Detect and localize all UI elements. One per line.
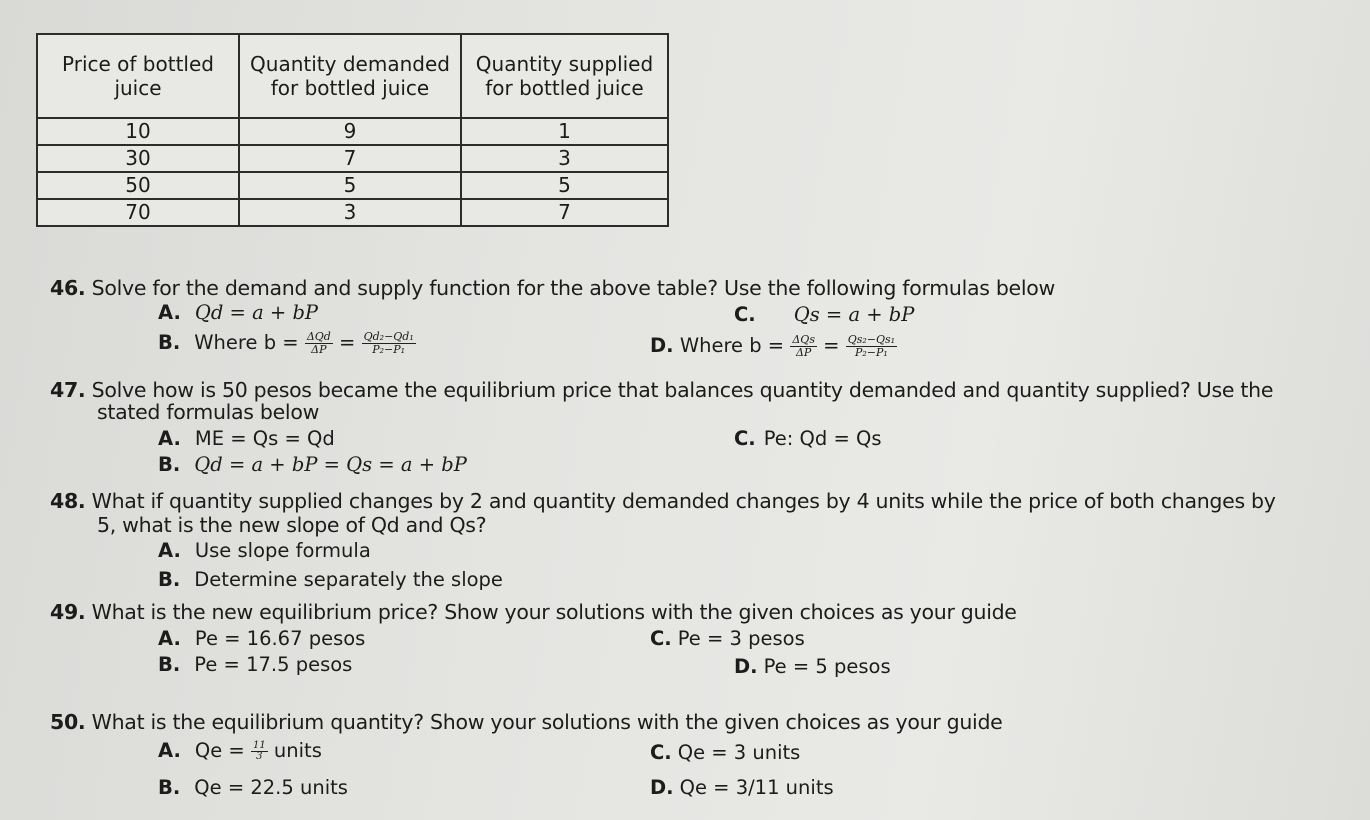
fraction: $\frac{\text{ΔQd}}{\Delta P}$ bbox=[306, 330, 331, 356]
option-text: Qd = a + bP = Qs = a + bP bbox=[194, 453, 467, 476]
cell-demanded: 5 bbox=[239, 172, 461, 199]
fraction: $\frac{\text{Qd₂−Qd₁}}{\text{P₂−P₁}}$ bbox=[363, 330, 414, 356]
q48-option-b bbox=[158, 568, 503, 591]
question-text: 5, what is the new slope of Qd and Qs? bbox=[97, 513, 487, 537]
option-letter: B. bbox=[158, 776, 181, 799]
option-letter: A. bbox=[158, 301, 181, 324]
table-header-row bbox=[37, 34, 668, 118]
q50-option-b bbox=[158, 776, 348, 799]
option-text: ME = Qs = Qd bbox=[194, 427, 335, 450]
cell-supplied: 3 bbox=[461, 145, 668, 172]
q48-option-a bbox=[158, 539, 371, 562]
q50-option-d bbox=[650, 776, 834, 799]
cell-supplied: 5 bbox=[461, 172, 668, 199]
option-prefix: Qe = bbox=[194, 739, 245, 762]
q47-option-c bbox=[734, 427, 882, 450]
option-text: Qd = a + bP bbox=[194, 301, 319, 324]
question-number: 46. bbox=[50, 276, 86, 300]
option-letter: A. bbox=[158, 539, 181, 562]
q46-option-d: D. Where b = $\frac{\text{ΔQs}}{\Delta P}$ = $\frac{\text{Qs₂−Qs₁}}{\text{P₂−P₁}}$ bbox=[650, 333, 896, 359]
fraction: $\frac{\text{Qs₂−Qs₁}}{\text{P₂−P₁}}$ bbox=[847, 333, 896, 359]
option-letter: C. bbox=[650, 627, 672, 650]
cell-demanded: 3 bbox=[239, 199, 461, 226]
cell-price: 30 bbox=[37, 145, 239, 172]
option-letter: D. bbox=[734, 655, 758, 678]
option-text: Pe = 16.67 pesos bbox=[194, 627, 366, 650]
cell-price: 70 bbox=[37, 199, 239, 226]
question-text: Solve for the demand and supply function for the above table? Use the following formulas below bbox=[91, 276, 1055, 300]
question-48-line2 bbox=[97, 513, 486, 537]
option-letter: A. bbox=[158, 427, 181, 450]
option-letter: B. bbox=[158, 653, 181, 676]
cell-supplied: 1 bbox=[461, 118, 668, 145]
question-text: Solve how is 50 pesos became the equilibrium price that balances quantity demanded and quantity supplied? Use the bbox=[91, 378, 1274, 402]
fraction: $\frac{11}{3}$ bbox=[252, 740, 266, 762]
option-text: Qs = a + bP bbox=[793, 303, 915, 326]
q46-option-c bbox=[734, 303, 914, 326]
price-quantity-table bbox=[36, 33, 669, 227]
option-letter: C. bbox=[734, 427, 756, 450]
fraction: $\frac{\text{ΔQs}}{\Delta P}$ bbox=[792, 333, 815, 359]
question-47-line2 bbox=[97, 400, 319, 424]
question-50 bbox=[50, 710, 1002, 734]
option-letter: D. bbox=[650, 334, 674, 357]
option-text: Qe = 3/11 units bbox=[679, 776, 834, 799]
table-row bbox=[37, 118, 668, 145]
table-row bbox=[37, 172, 668, 199]
q49-option-c bbox=[650, 627, 805, 650]
option-text: Determine separately the slope bbox=[194, 568, 503, 591]
question-number: 49. bbox=[50, 600, 86, 624]
option-letter: B. bbox=[158, 568, 181, 591]
option-text: Pe = 3 pesos bbox=[677, 627, 805, 650]
header-quantity-supplied: Quantity supplied for bottled juice bbox=[461, 34, 668, 118]
q49-option-a bbox=[158, 627, 365, 650]
question-46 bbox=[50, 276, 1055, 300]
table-row bbox=[37, 199, 668, 226]
header-quantity-demanded: Quantity demanded for bottled juice bbox=[239, 34, 461, 118]
q46-option-b: B. Where b = $\frac{\text{ΔQd}}{\Delta P}$ = $\frac{\text{Qd₂−Qd₁}}{\text{P₂−P₁}}$ bbox=[158, 330, 414, 356]
q47-option-a bbox=[158, 427, 335, 450]
option-text: Pe: Qd = Qs bbox=[763, 427, 882, 450]
option-letter: C. bbox=[650, 741, 672, 764]
header-price: Price of bottled juice bbox=[37, 34, 239, 118]
q47-option-b bbox=[158, 453, 467, 476]
option-text: Pe = 17.5 pesos bbox=[194, 653, 353, 676]
q49-option-b bbox=[158, 653, 352, 676]
option-prefix: Where b = bbox=[194, 331, 299, 354]
option-letter: D. bbox=[650, 776, 674, 799]
cell-price: 10 bbox=[37, 118, 239, 145]
option-prefix: Where b = bbox=[679, 334, 785, 357]
option-text: Pe = 5 pesos bbox=[763, 655, 891, 678]
option-letter: A. bbox=[158, 739, 181, 762]
cell-price: 50 bbox=[37, 172, 239, 199]
question-number: 50. bbox=[50, 710, 86, 734]
option-text: Use slope formula bbox=[194, 539, 371, 562]
option-suffix: units bbox=[273, 739, 322, 762]
question-text: stated formulas below bbox=[97, 400, 320, 424]
question-text: What is the new equilibrium price? Show your solutions with the given choices as your guide bbox=[91, 600, 1017, 624]
q49-option-d bbox=[734, 655, 891, 678]
question-47 bbox=[50, 378, 1273, 402]
q50-option-a bbox=[158, 739, 322, 762]
option-text: Qe = 22.5 units bbox=[194, 776, 348, 799]
question-49 bbox=[50, 600, 1017, 624]
question-text: What if quantity supplied changes by 2 and quantity demanded changes by 4 units while the price of both changes by bbox=[91, 489, 1276, 513]
cell-demanded: 7 bbox=[239, 145, 461, 172]
table-row bbox=[37, 145, 668, 172]
option-letter: C. bbox=[734, 303, 756, 326]
q50-option-c bbox=[650, 741, 800, 764]
cell-demanded: 9 bbox=[239, 118, 461, 145]
question-text: What is the equilibrium quantity? Show your solutions with the given choices as your guide bbox=[91, 710, 1003, 734]
question-number: 47. bbox=[50, 378, 86, 402]
option-letter: B. bbox=[158, 331, 181, 354]
option-letter: B. bbox=[158, 453, 181, 476]
option-text: Qe = 3 units bbox=[677, 741, 801, 764]
question-48 bbox=[50, 489, 1276, 513]
q46-option-a bbox=[158, 301, 318, 324]
question-number: 48. bbox=[50, 489, 86, 513]
cell-supplied: 7 bbox=[461, 199, 668, 226]
option-letter: A. bbox=[158, 627, 181, 650]
